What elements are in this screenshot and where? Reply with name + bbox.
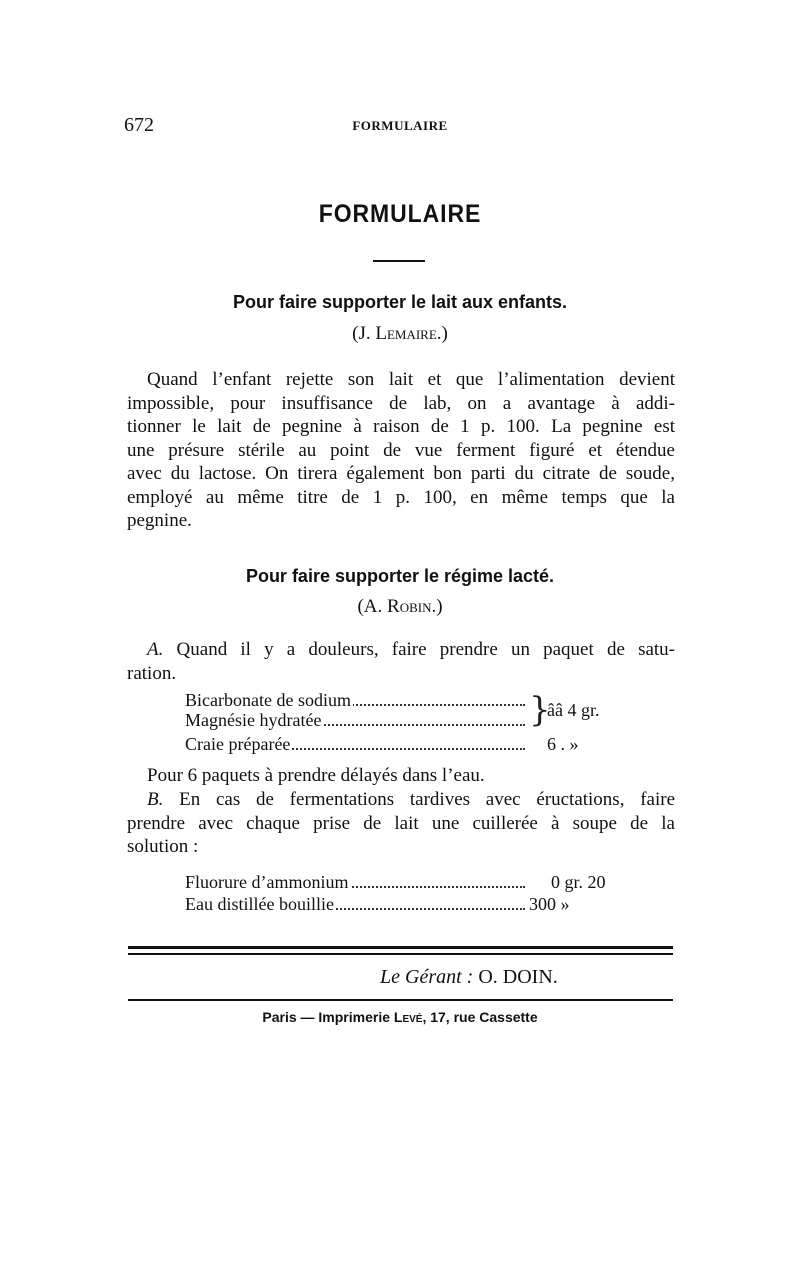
recipe-1 xyxy=(185,690,600,760)
section2-item-b xyxy=(127,788,675,859)
section2-item-a xyxy=(127,638,675,685)
section2-author-close: .) xyxy=(431,596,443,617)
paragraph-line: tionner le lait de pegnine à raison de 1 p. 100. La pegnine est xyxy=(127,416,675,437)
paragraph-line: solution : xyxy=(127,836,199,857)
imprint-prefix: Paris — Imprimerie xyxy=(262,1009,394,1025)
running-title: FORMULAIRE xyxy=(352,118,448,133)
page-number: 672 xyxy=(124,114,154,136)
ingredient-quantity: 6 . » xyxy=(547,734,579,754)
ingredient-name: Craie préparée xyxy=(185,734,291,754)
section1-paragraph xyxy=(127,368,675,533)
ingredient-quantity: ââ 4 gr. xyxy=(547,700,600,720)
item-a-text: Quand il y a douleurs, faire prendre un paquet de satu- xyxy=(176,639,675,660)
paragraph-line: avec du lactose. On tirera également bon parti du citrate de soude, xyxy=(127,463,675,484)
paragraph-line: impossible, pour insuffisance de lab, on a avantage à addi- xyxy=(127,392,675,414)
main-title: FORMULAIRE xyxy=(318,200,482,228)
signature xyxy=(380,966,558,989)
paragraph-line: ration. xyxy=(127,662,177,684)
footer-rule xyxy=(128,999,673,1001)
title-rule xyxy=(373,260,425,262)
footer-rule xyxy=(128,946,673,949)
recipe-row xyxy=(185,872,525,893)
ingredient-quantity: 300 » xyxy=(529,894,570,914)
ingredient-name: Fluorure d’ammonium xyxy=(185,872,349,892)
section1-heading: Pour faire supporter le lait aux enfants. xyxy=(232,292,568,312)
ingredient-name: Bicarbonate de sodium xyxy=(185,690,351,710)
gerant-name: O. DOIN. xyxy=(478,966,558,988)
footer-rule xyxy=(128,953,673,955)
section2-author xyxy=(0,596,800,618)
section2-author-open: (A. xyxy=(357,596,388,617)
item-a-letter: A. xyxy=(147,639,164,660)
recipe-row xyxy=(185,734,525,755)
recipe-row xyxy=(185,894,525,915)
paragraph-line xyxy=(127,638,675,662)
paragraph-line: Quand l’enfant rejette son lait et que l’alimentation devient xyxy=(147,369,675,390)
instruction xyxy=(147,764,675,788)
imprint-name: Levé xyxy=(393,1009,423,1025)
paragraph-line xyxy=(127,788,675,812)
section2-author-name: Robin xyxy=(387,596,432,617)
paragraph-line: employé au même titre de 1 p. 100, en même temps que la xyxy=(127,486,675,508)
section1-author-open: (J. xyxy=(352,323,376,344)
ingredient-quantity: 0 gr. 20 xyxy=(551,872,606,892)
imprint-suffix: , 17, rue Cassette xyxy=(422,1009,538,1025)
paragraph-line: une présure stérile au point de vue ferment figuré et étendue xyxy=(127,439,675,461)
section1-author xyxy=(0,323,800,345)
paragraph-line: Pour 6 paquets à prendre délayés dans l’eau. xyxy=(147,765,485,786)
recipe-row xyxy=(185,710,525,731)
running-head xyxy=(124,114,676,138)
gerant-label: Le Gérant : xyxy=(380,966,474,988)
recipe-2 xyxy=(185,872,625,916)
section1-author-name: Lemaire xyxy=(375,323,437,344)
ingredient-name: Eau distillée bouillie xyxy=(185,894,334,914)
section2-heading: Pour faire supporter le régime lacté. xyxy=(245,566,555,586)
imprint xyxy=(0,1009,800,1025)
paragraph-line: pegnine. xyxy=(127,510,192,531)
item-b-text: En cas de fermentations tardives avec éructations, faire xyxy=(179,789,676,810)
section1-author-close: .) xyxy=(436,323,448,344)
ingredient-name: Magnésie hydratée xyxy=(185,710,322,730)
right-brace-icon: } xyxy=(529,690,551,730)
recipe-row xyxy=(185,690,525,711)
item-b-letter: B. xyxy=(147,789,164,810)
paragraph-line: prendre avec chaque prise de lait une cuillerée à soupe de la xyxy=(127,812,675,834)
